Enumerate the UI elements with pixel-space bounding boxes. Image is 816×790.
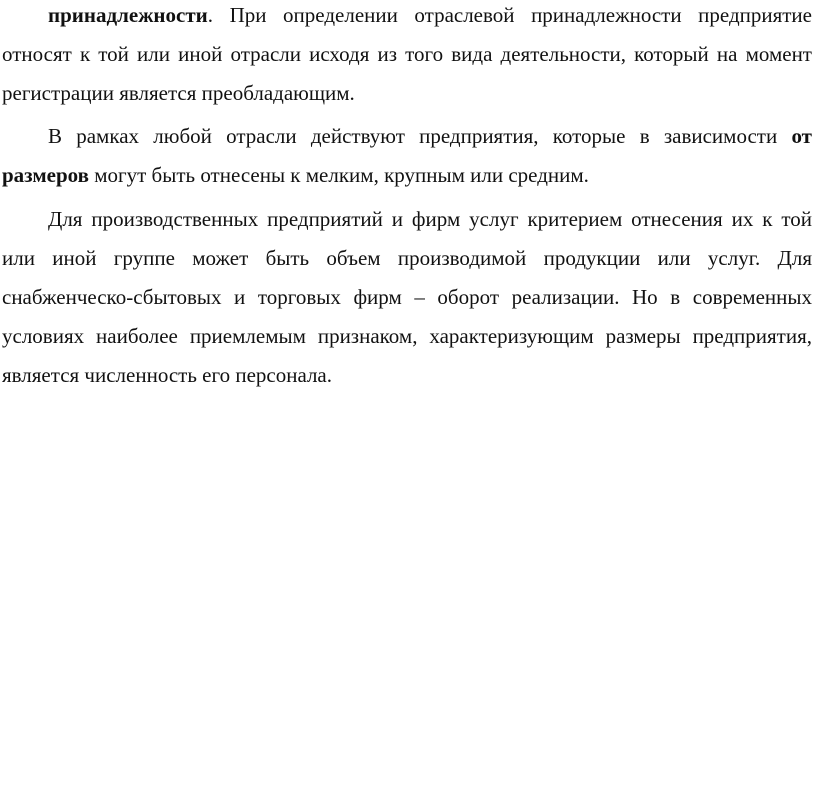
paragraph-size-criteria [2,200,812,395]
paragraph-industry-affiliation [2,0,812,113]
paragraph-text: Для производственных предприятий и фирм услуг критерием отнесения их к той или иной группе может быть объем производимой продукции или услуг. Для снабженческо-сбытовых и торговых фирм – оборот реализации. Но в современных условиях наиболее приемлемым признаком, характеризующим размеры предприятия, является численность его персонала. [2,207,812,387]
bold-size-term: от размеров [2,124,812,187]
paragraph-text-after: могут быть отнесены к мелким, крупным или средним. [88,163,589,187]
paragraph-enterprise-size [2,117,812,195]
paragraph-text: . При определении отраслевой принадлежности предприятие относят к той или иной отрасли исходя из того вида деятельности, который на момент регистрации является преобладающим. [2,3,812,105]
paragraph-text-before: В рамках любой отрасли действуют предприятия, которые в зависимости [48,124,792,148]
bold-lead-term: принадлежности [48,3,208,27]
